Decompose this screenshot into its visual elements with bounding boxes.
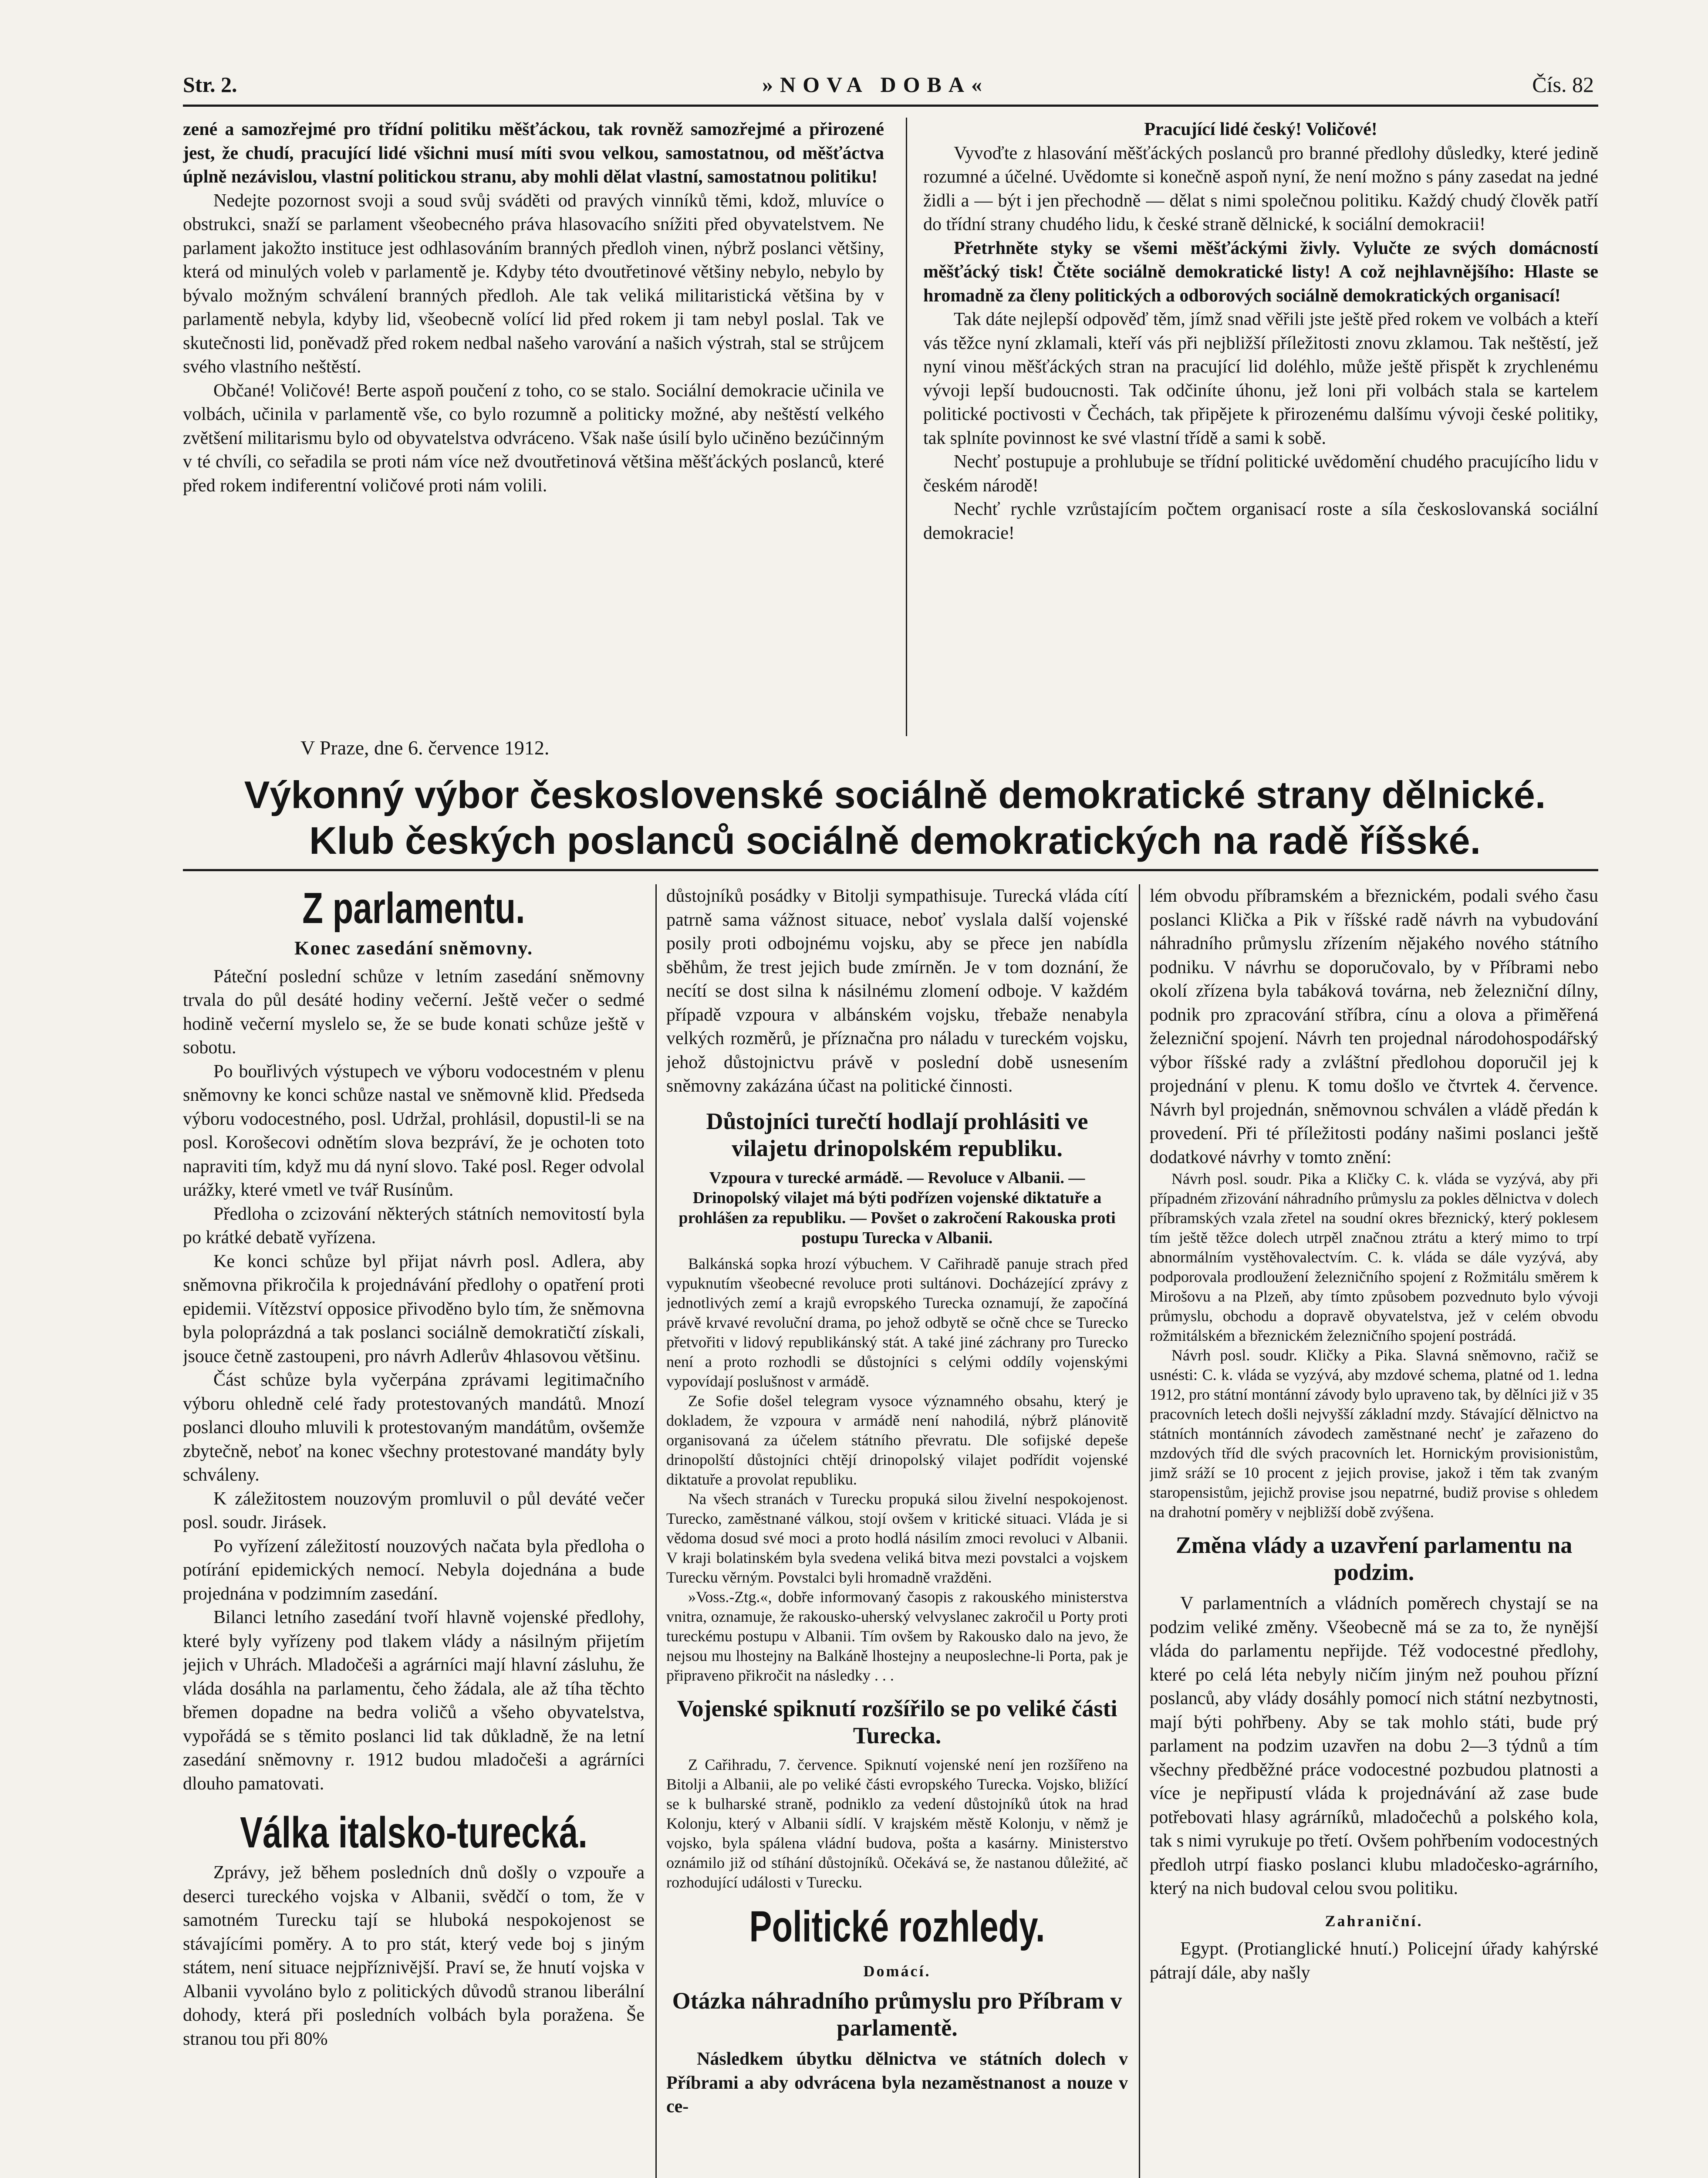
- paragraph: Nechť rychle vzrůstajícím počtem organisací roste a síla českoslovanská sociální demokracie!: [923, 499, 1598, 543]
- paragraph: Ze Sofie došel telegram vysoce významného obsahu, který je dokladem, že vzpoura v armádě není nahodilá, nýbrž plánovitě organisovaná za účelem státního převratu. Dle sofijské depeše drinopolští důstojníci chtějí drinopolský vilajet podřídit vojenské diktatuře a provolat republiku.: [666, 1392, 1128, 1488]
- paragraph: »Voss.-Ztg.«, dobře informovaný časopis z rakouského ministerstva vnitra, oznamuje, že rakousko-uherský velvyslanec zakročil u Porty proti tureckému postupu v Albanii. Tím ovšem by Rakousko dalo na jevo, že nejsou mu lhostejny na Balkáně lhostejny a neuposlechne-li Porta, pak je připraveno přikročit na následky . . .: [666, 1588, 1128, 1684]
- section-subtitle: Domácí.: [863, 1962, 931, 1980]
- article-body: [666, 1254, 1128, 1685]
- paragraph: Ke konci schůze byl přijat návrh posl. Adlera, aby sněmovna přikročila k projednávání předlohy o opatření proti epidemii. Vítězství opposice přivoděno bylo tím, že sněmovna byla poloprázdná a tak poslanci sociálně demokratičtí získali, jsouce četně zastoupeni, pro návrh Adlerův 4hlasovou většinu.: [183, 1251, 645, 1366]
- paragraph: Přetrhněte styky se všemi měšťáckými živly. Vylučte ze svých domácností měšťácký tisk! Čtěte sociálně demokratické listy! A což nejhlavnějšího: Hlaste se hromadně za členy politických a odborových sociálně demokratických organisací!: [923, 238, 1598, 306]
- header-rule: [183, 105, 1598, 107]
- paragraph: Egypt. (Protianglické hnutí.) Policejní úřady kahýrské pátrají dále, aby našly: [1150, 1939, 1598, 1983]
- paragraph: Po vyřízení záležitostí nouzových načata byla předloha o potírání epidemických nemocí. Nebyla dojednána a bude projednána v podzimním zasedání.: [183, 1536, 645, 1604]
- section-title: Z parlamentu.: [302, 884, 525, 933]
- top-right-column: [923, 118, 1598, 736]
- paragraph: Bilanci letního zasedání tvoří hlavně vojenské předlohy, které byly vyřízeny pod tlakem vlády a násilným přijetím jejich v Uhrách. Mladočeši a agrárníci mají hlavní zásluhu, že vláda dosáhla na parlamentu, čeho žádala, ale až tíha těchto břemen dopadne na bedra voličů a všeho obyvatelstva, vypořádá se s těmito poslanci lid tak důkladně, že na letní zasedání sněmovny r. 1912 budou mladočeši a agrárníci dlouho pamatovati.: [183, 1607, 645, 1794]
- paragraph: Z Cařihradu, 7. července. Spiknutí vojenské není jen rozšířeno na Bitolji a Albanii, ale po veliké části evropského Turecka. Vojsko, bližící se k bulharské straně, podniklo za vedení důstojníků útok na hrad Kolonju, který v Albanii sídlí. V krajském městě Kolonju, v němž je vojsko, byla spálena vládní budova, pošta a kasárny. Ministerstvo oznámilo již od stíhání důstojníků. Očekává se, že nastanou důležité, ač rozhodující události v Turecku.: [666, 1755, 1128, 1891]
- paragraph: důstojníků posádky v Bitolji sympathisuje. Turecká vláda cítí patrně sama vážnost situace, neboť vyslala další vojenské posily proti odbojnému vojsku, aby se přece jen nabídla sběhům, že trest jejich bude zmírněn. Je v tom doznání, že necítí se dost silna k násilnému zlomení odboje. V každém případě vzpoura v albánském vojsku, třebaže nenabyla velkých rozměrů, je příznačna pro náladu v tureckém vojsku, jehož důstojnictvu právě v poslední době usnesením sněmovny zakázána účast na politické činnosti.: [666, 886, 1128, 1096]
- column-2: [666, 884, 1128, 2178]
- paragraph: Vyvoďte z hlasování měšťáckých poslanců pro branné předlohy důsledky, které jedině rozumné a účelné. Uvědomte si konečně aspoň nyní, že není možno s pány zasedat na jedné židli a — být i jen přechodně — dělat s nimi společnou politiku. Každý chudý člověk patří do třídní strany chudého lidu, k české straně dělnické, k sociální demokracii!: [923, 143, 1598, 234]
- article-lead: Vzpoura v turecké armádě. — Revoluce v Albanii. — Drinopolský vilajet má býti podřízen vojenské diktatuře a prohlášen za republiku. — Povšet o zakročení Rakouska proti postupu Turecka v Albanii.: [678, 1168, 1116, 1247]
- paragraph: K záležitostem nouzovým promluvil o půl deváté večer posl. soudr. Jirásek.: [183, 1488, 645, 1532]
- paragraph: zené a samozřejmé pro třídní politiku měšťáckou, tak rovněž samozřejmé a přirozené jest, že chudí, pracující lidé všichni musí míti svou velkou, samostatnou, od měšťáctva úplně nezávislou, vlastní politickou stranu, aby mohli dělat vlastní, samostatnou politiku!: [183, 119, 884, 187]
- column-divider: [1139, 884, 1140, 2178]
- paragraph: Tak dáte nejlepší odpověď těm, jímž snad věřili jste ještě před rokem ve volbách a kteří vás těžce nyní zklamali, kteří vás při nejbližší příležitosti znovu zklamou. Tak neštěstí, jež nyní vinou měšťáckých stran na pracující lid doléhlo, může ještě přispět k zrychlenému vývoji lepší budoucnosti. Tak odčiníte úhonu, jež loni při volbách stala se kartelem politické poctivosti v Čechách, tak připějete k přirozenému dalšímu vývoji české politiky, tak splníte povinnost ke své vlastní třídě a sami k sobě.: [923, 309, 1598, 448]
- paragraph: lém obvodu příbramském a březnickém, podali svého času poslanci Klička a Pik v říšské radě návrh na vybudování náhradního průmyslu zřízením nějakého nového státního podniku. V návrhu se doporučovalo, by v Příbrami nebo okolí zřízena byla tabáková továrna, neb železniční dílny, podnik pro zpracování stříbra, cínu a olova a přiměřená železniční spojení. Návrh ten projednal národohospodářský výbor říšské rady a zvláštní předlohou doporučil jej k projednání v plenu. K tomu došlo ve čtvrtek 4. července. Návrh byl projednán, sněmovnou schválen a vládě předán k provedení. Při té příležitosti podány našimi poslanci ještě dodatkové návrhy v tomto znění:: [1150, 886, 1598, 1167]
- page-number: Str. 2.: [183, 72, 237, 97]
- paragraph: Balkánská sopka hrozí výbuchem. V Cařihradě panuje strach před vypuknutím všeobecné revoluce proti sultánovi. Docházející zprávy z jednotlivých zemí a krajů evropského Turecka oznamují, že započíná právě krvavé revoluční drama, po jehož odbytě se očně chce se Turecko přetvořiti v lidový republikánský stát. A také jiné záchrany pro Turecko není a proto rozhodli se důstojníci s celými oddíly vojenskými vypovídají poslušnost v armádě.: [666, 1255, 1128, 1390]
- article-body: [666, 1755, 1128, 1892]
- article-title: Vojenské spiknutí rozšířilo se po veliké části Turecka.: [677, 1695, 1117, 1748]
- section-rule: [183, 869, 1598, 871]
- column-divider: [906, 118, 907, 736]
- section-subtitle: Zahraniční.: [1325, 1912, 1423, 1930]
- signature-line-2: Klub českých poslanců sociálně demokratických na radě říšské.: [309, 819, 1481, 862]
- appeal-heading: Pracující lidé český! Voličové!: [1144, 119, 1377, 139]
- section-title: Válka italsko-turecká.: [240, 1808, 587, 1857]
- top-left-column: [183, 118, 884, 727]
- paragraph: Nechť postupuje a prohlubuje se třídní politické uvědomění chudého pracujícího lidu v českém národě!: [923, 452, 1598, 496]
- section-subtitle: Konec zasedání sněmovny.: [294, 937, 533, 959]
- column-1: [183, 884, 645, 2178]
- article-title: Otázka náhradního průmyslu pro Příbram v parlamentě.: [672, 1988, 1122, 2041]
- article-title: Důstojníci turečtí hodlají prohlásiti ve vilajetu drinopolském republiku.: [706, 1108, 1088, 1161]
- paragraph: Po bouřlivých výstupech ve výboru vodocestném v plenu sněmovny ke konci schůze nastal ve sněmovně klid. Předseda výboru vodocestného, posl. Udržal, prohlásil, dopustil-li se na posl. Korošecovi odnětím slova bezpráví, že je ochoten toto napraviti tím, když mu dá nyní slovo. Také posl. Reger odvolal urážky, které vmetl ve tvář Rusínům.: [183, 1061, 645, 1200]
- column-divider: [655, 884, 657, 2178]
- dateline: V Praze, dne 6. července 1912.: [300, 737, 550, 759]
- issue-number: Čís. 82: [1532, 72, 1594, 97]
- signature-line-1: Výkonný výbor československé sociálně demokratické strany dělnické.: [244, 773, 1546, 816]
- paragraph: Nedejte pozornost svoji a soud svůj sváděti od pravých vinníků těmi, kdož, mluvíce o obstrukci, snaží se parlament všeobecného práva hlasovacího snížiti před obyvatelstvem. Ne parlament jakožto instituce jest odhlasováním branných předloh vinen, nýbrž poslanci většiny, která od minulých voleb v parlamentě je. Kdyby této dvoutřetinové většiny nebylo, nebylo by bývalo možným schválení branných předloh. Ale tak veliká militaristická většina by v parlamentě nebyla, kdyby lid, všeobecně volící lid před rokem ji tam nebyl poslal. Tak ve skutečnosti lid, poněvadž před rokem nedbal našeho varování a našich výstrah, stal se strůjcem svého vlastního neštěstí.: [183, 190, 884, 377]
- paragraph: Na všech stranách v Turecku propuká silou živelní nespokojenost. Turecko, zaměstnané válkou, stojí ovšem v kritické situaci. Vláda je si vědoma dosud své moci a proto hodlá násilím zmoci revoluci v Albanii. V kraji bolatinském byla svedena veliká bitva mezi povstalci a vojskem Turecku věrným. Povstalci byli hromadně vražděni.: [666, 1490, 1128, 1586]
- paragraph: Občané! Voličové! Berte aspoň poučení z toho, co se stalo. Sociální demokracie učinila ve volbách, učinila v parlamentě vše, co bylo rozumně a politicky možné, aby neštěstí velkého zvětšení militarismu bylo od obyvatelstva odvráceno. Však naše úsilí bylo učiněno bezúčinným v té chvíli, co seřadila se proti nám více než dvoutřetinová většina měšťáckých poslanců, které před rokem indiferentní voličové proti nám volili.: [183, 380, 884, 496]
- paragraph: Zprávy, jež během posledních dnů došly o vzpouře a deserci tureckého vojska v Albanii, svědčí o tom, že v samotném Turecku tají se hluboká nespokojenost se stávajícími poměry. A to pro stát, který vede boj s jiným státem, není situace nejpříznivější. Praví se, že hnutí vojska v Albanii vyvoláno bylo z politických důvodů stranou liberální dohody, která při posledních volbách byla poražena. Še stranou tou při 80%: [183, 1863, 645, 2049]
- paragraph: Návrh posl. soudr. Kličky a Pika. Slavná sněmovno, račiž se usnésti: C. k. vláda se vyzývá, aby mzdové schema, platné od 1. ledna 1912, pro státní montánní závody bylo upraveno tak, by dělníci již v 35 pracovních letech došli nejvyšší základní mzdy. Stávající dělnictvo na státních montánních závodech zaměstnané nechť je zařazeno do mzdových tříd dle svých pracovních let. Hornickým provisionistům, jimž sráží se 10 procent z jejich provise, jakož i těm tak zvaným staropensistům, jejichž provise jsou nepatrné, budiž provise s ohledem na drahotní poměry v nejbližší době zvýšena.: [1150, 1346, 1598, 1521]
- paragraph: Následkem úbytku dělnictva ve státních dolech v Příbrami a aby odvrácena byla nezaměstnanost a nouze v ce-: [666, 2049, 1128, 2117]
- page-header: [183, 68, 1594, 107]
- paragraph: Páteční poslední schůze v letním zasedání sněmovny trvala do půl desáté hodiny večerní. Ještě večer o sedmé hodině večerní myslelo se, že se bude konati schůze ještě v sobotu.: [183, 966, 645, 1058]
- proposals: [1150, 1169, 1598, 1522]
- paragraph: V parlamentních a vládních poměrech chystají se na podzim veliké změny. Všeobecně má se za to, že nynější vláda do parlamentu nepřijde. Též vodocestné předlohy, které po celá léta nebyly ničím jiným než pouhou přízní poslanců, aby vlády dosáhly pomocí nich státní nezbytnosti, mají býti pohřbeny. Aby se tak mohlo státi, bude prý parlament na podzim uzavřen na dobu 2—3 týdnů a tím všechny předběžné práce vodocestné pozbudou platnosti a více je nepřipustí vláda k projednávání až zase bude potřebovati hlasy agrárníků, mladočechů a polského kola, tak s nimi vyrukuje po třetí. Ovšem pohřbením vodocestných předloh utrpí fiasko poslanci klubu mladočesko-agrárního, který na nich budoval celou svou politiku.: [1150, 1593, 1598, 1898]
- paragraph: Návrh posl. soudr. Pika a Kličky C. k. vláda se vyzývá, aby při případném zřizování náhradního průmyslu za pokles dělnictva v dolech příbramských vzala zřetel na soudní okres březnický, který poklesem tím ještě těžce dolech utrpěl značnou ztrátu a který mimo to trpí abnormálním vystěhovalectvím. C. k. vláda se dále vyzývá, aby podporovala prodloužení železničního spojení z Rožmitálu směrem k Mirošovu a na Plzeň, aby tímto způsobem pozvednuto bylo vývoji průmyslu, obchodu a dopravě obyvatelstva, jež v celém obvodu rožmitálském a březnickém železničního spojení postrádá.: [1150, 1170, 1598, 1344]
- column-3: [1150, 884, 1598, 2178]
- masthead: »NOVA DOBA«: [762, 72, 989, 97]
- paragraph: Předloha o zcizování některých státních nemovitostí byla po krátké debatě vyřízena.: [183, 1204, 645, 1248]
- article-title: Změna vlády a uzavření parlamentu na podzim.: [1175, 1532, 1573, 1585]
- section-title: Politické rozhledy.: [749, 1902, 1045, 1951]
- paragraph: Část schůze byla vyčerpána zprávami legitimačního výboru ohledně celé řady protestovaných mandátů. Mnozí poslanci dlouho mluvili k protestovaným mandátům, ovšemže zbytečně, neboť na konec všechny protestované mandáty byly schváleny.: [183, 1370, 645, 1485]
